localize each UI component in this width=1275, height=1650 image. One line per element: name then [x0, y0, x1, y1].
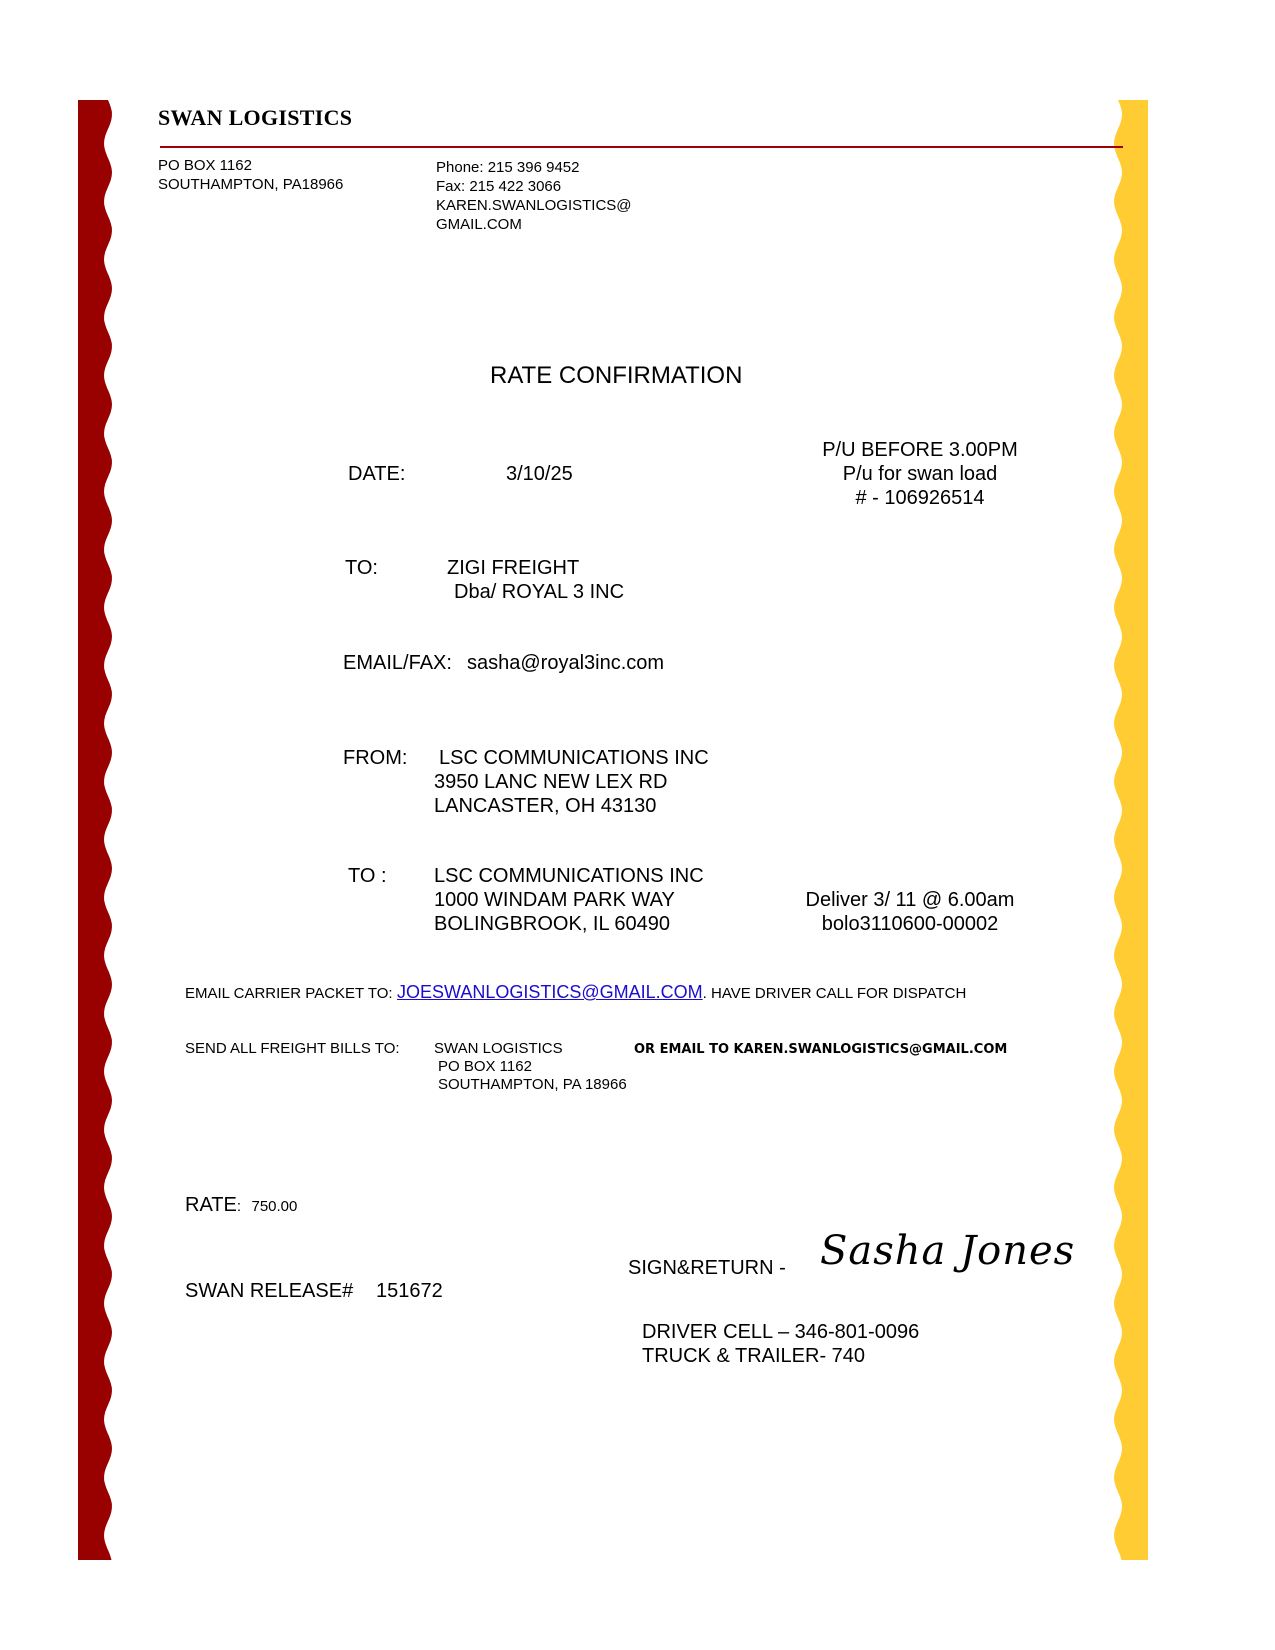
sign-return-label: SIGN&RETURN - — [628, 1257, 786, 1279]
destination-label: TO : — [348, 865, 387, 887]
to-name: ZIGI FREIGHT — [447, 557, 580, 579]
signature: Sasha Jones — [820, 1228, 1076, 1274]
to-label: TO: — [345, 557, 378, 579]
email-line-1: KAREN.SWANLOGISTICS@ — [436, 197, 632, 214]
rate-row — [185, 1193, 297, 1217]
page-title: RATE CONFIRMATION — [490, 362, 743, 389]
deliver-ref: bolo3110600-00002 — [821, 913, 999, 935]
deliver-time: Deliver 3/ 11 @ 6.00am — [805, 889, 1015, 911]
to-dba: Dba/ ROYAL 3 INC — [454, 581, 625, 603]
company-address — [158, 156, 343, 194]
date-label: DATE: — [348, 463, 406, 485]
rate-colon: : — [236, 1198, 242, 1215]
address-line-1: PO BOX 1162 — [158, 157, 252, 174]
from-line-3: LANCASTER, OH 43130 — [434, 795, 657, 817]
from-line-2: 3950 LANC NEW LEX RD — [434, 771, 668, 793]
address-line-2: SOUTHAMPTON, PA18966 — [158, 176, 344, 193]
truck-trailer: TRUCK & TRAILER- 740 — [642, 1345, 866, 1367]
carrier-packet-suffix: . HAVE DRIVER CALL FOR DISPATCH — [702, 985, 967, 1002]
carrier-packet-email-link[interactable]: JOESWANLOGISTICS@GMAIL.COM — [397, 982, 703, 1002]
phone-text: Phone: 215 396 9452 — [436, 159, 580, 176]
release-label: SWAN RELEASE# — [185, 1280, 354, 1302]
fax-text: Fax: 215 422 3066 — [436, 178, 562, 195]
freight-bills-line-1: SWAN LOGISTICS — [434, 1040, 563, 1057]
freight-bills-line-3: SOUTHAMPTON, PA 18966 — [438, 1076, 627, 1093]
rate-value: 750.00 — [251, 1198, 298, 1215]
release-value: 151672 — [376, 1280, 443, 1302]
from-line-1: LSC COMMUNICATIONS INC — [439, 747, 709, 769]
pickup-note — [810, 438, 1030, 510]
email-line-2: GMAIL.COM — [436, 216, 522, 233]
destination-line-1: LSC COMMUNICATIONS INC — [434, 865, 704, 887]
freight-bills-address — [434, 1040, 627, 1094]
email-fax-label: EMAIL/FAX: — [343, 652, 452, 674]
carrier-packet-row — [185, 982, 966, 1003]
right-decorative-band — [1112, 0, 1152, 1650]
pickup-note-line-3: # - 106926514 — [855, 487, 985, 509]
pickup-note-line-2: P/u for swan load — [842, 463, 998, 485]
left-decorative-band — [78, 0, 118, 1650]
destination-line-3: BOLINGBROOK, IL 60490 — [434, 913, 671, 935]
from-address — [434, 746, 709, 818]
delivery-note — [800, 888, 1020, 936]
driver-cell: DRIVER CELL – 346-801-0096 — [642, 1321, 920, 1343]
freight-bills-line-2: PO BOX 1162 — [438, 1058, 532, 1075]
destination-address — [434, 864, 704, 936]
company-name: SWAN LOGISTICS — [158, 105, 353, 130]
destination-line-2: 1000 WINDAM PARK WAY — [434, 889, 675, 911]
date-value: 3/10/25 — [506, 463, 573, 485]
carrier-packet-label: EMAIL CARRIER PACKET TO: — [185, 985, 393, 1002]
rate-label: RATE — [185, 1194, 237, 1216]
pickup-note-line-1: P/U BEFORE 3.00PM — [822, 439, 1018, 461]
freight-bills-label: SEND ALL FREIGHT BILLS TO: — [185, 1040, 400, 1057]
company-contact — [436, 158, 632, 234]
email-fax-value: sasha@royal3inc.com — [467, 652, 665, 674]
header-rule — [160, 146, 1123, 148]
driver-info — [642, 1320, 919, 1368]
freight-bills-or-email: OR EMAIL TO KAREN.SWANLOGISTICS@GMAIL.COM — [634, 1042, 1008, 1057]
from-label: FROM: — [343, 747, 408, 769]
